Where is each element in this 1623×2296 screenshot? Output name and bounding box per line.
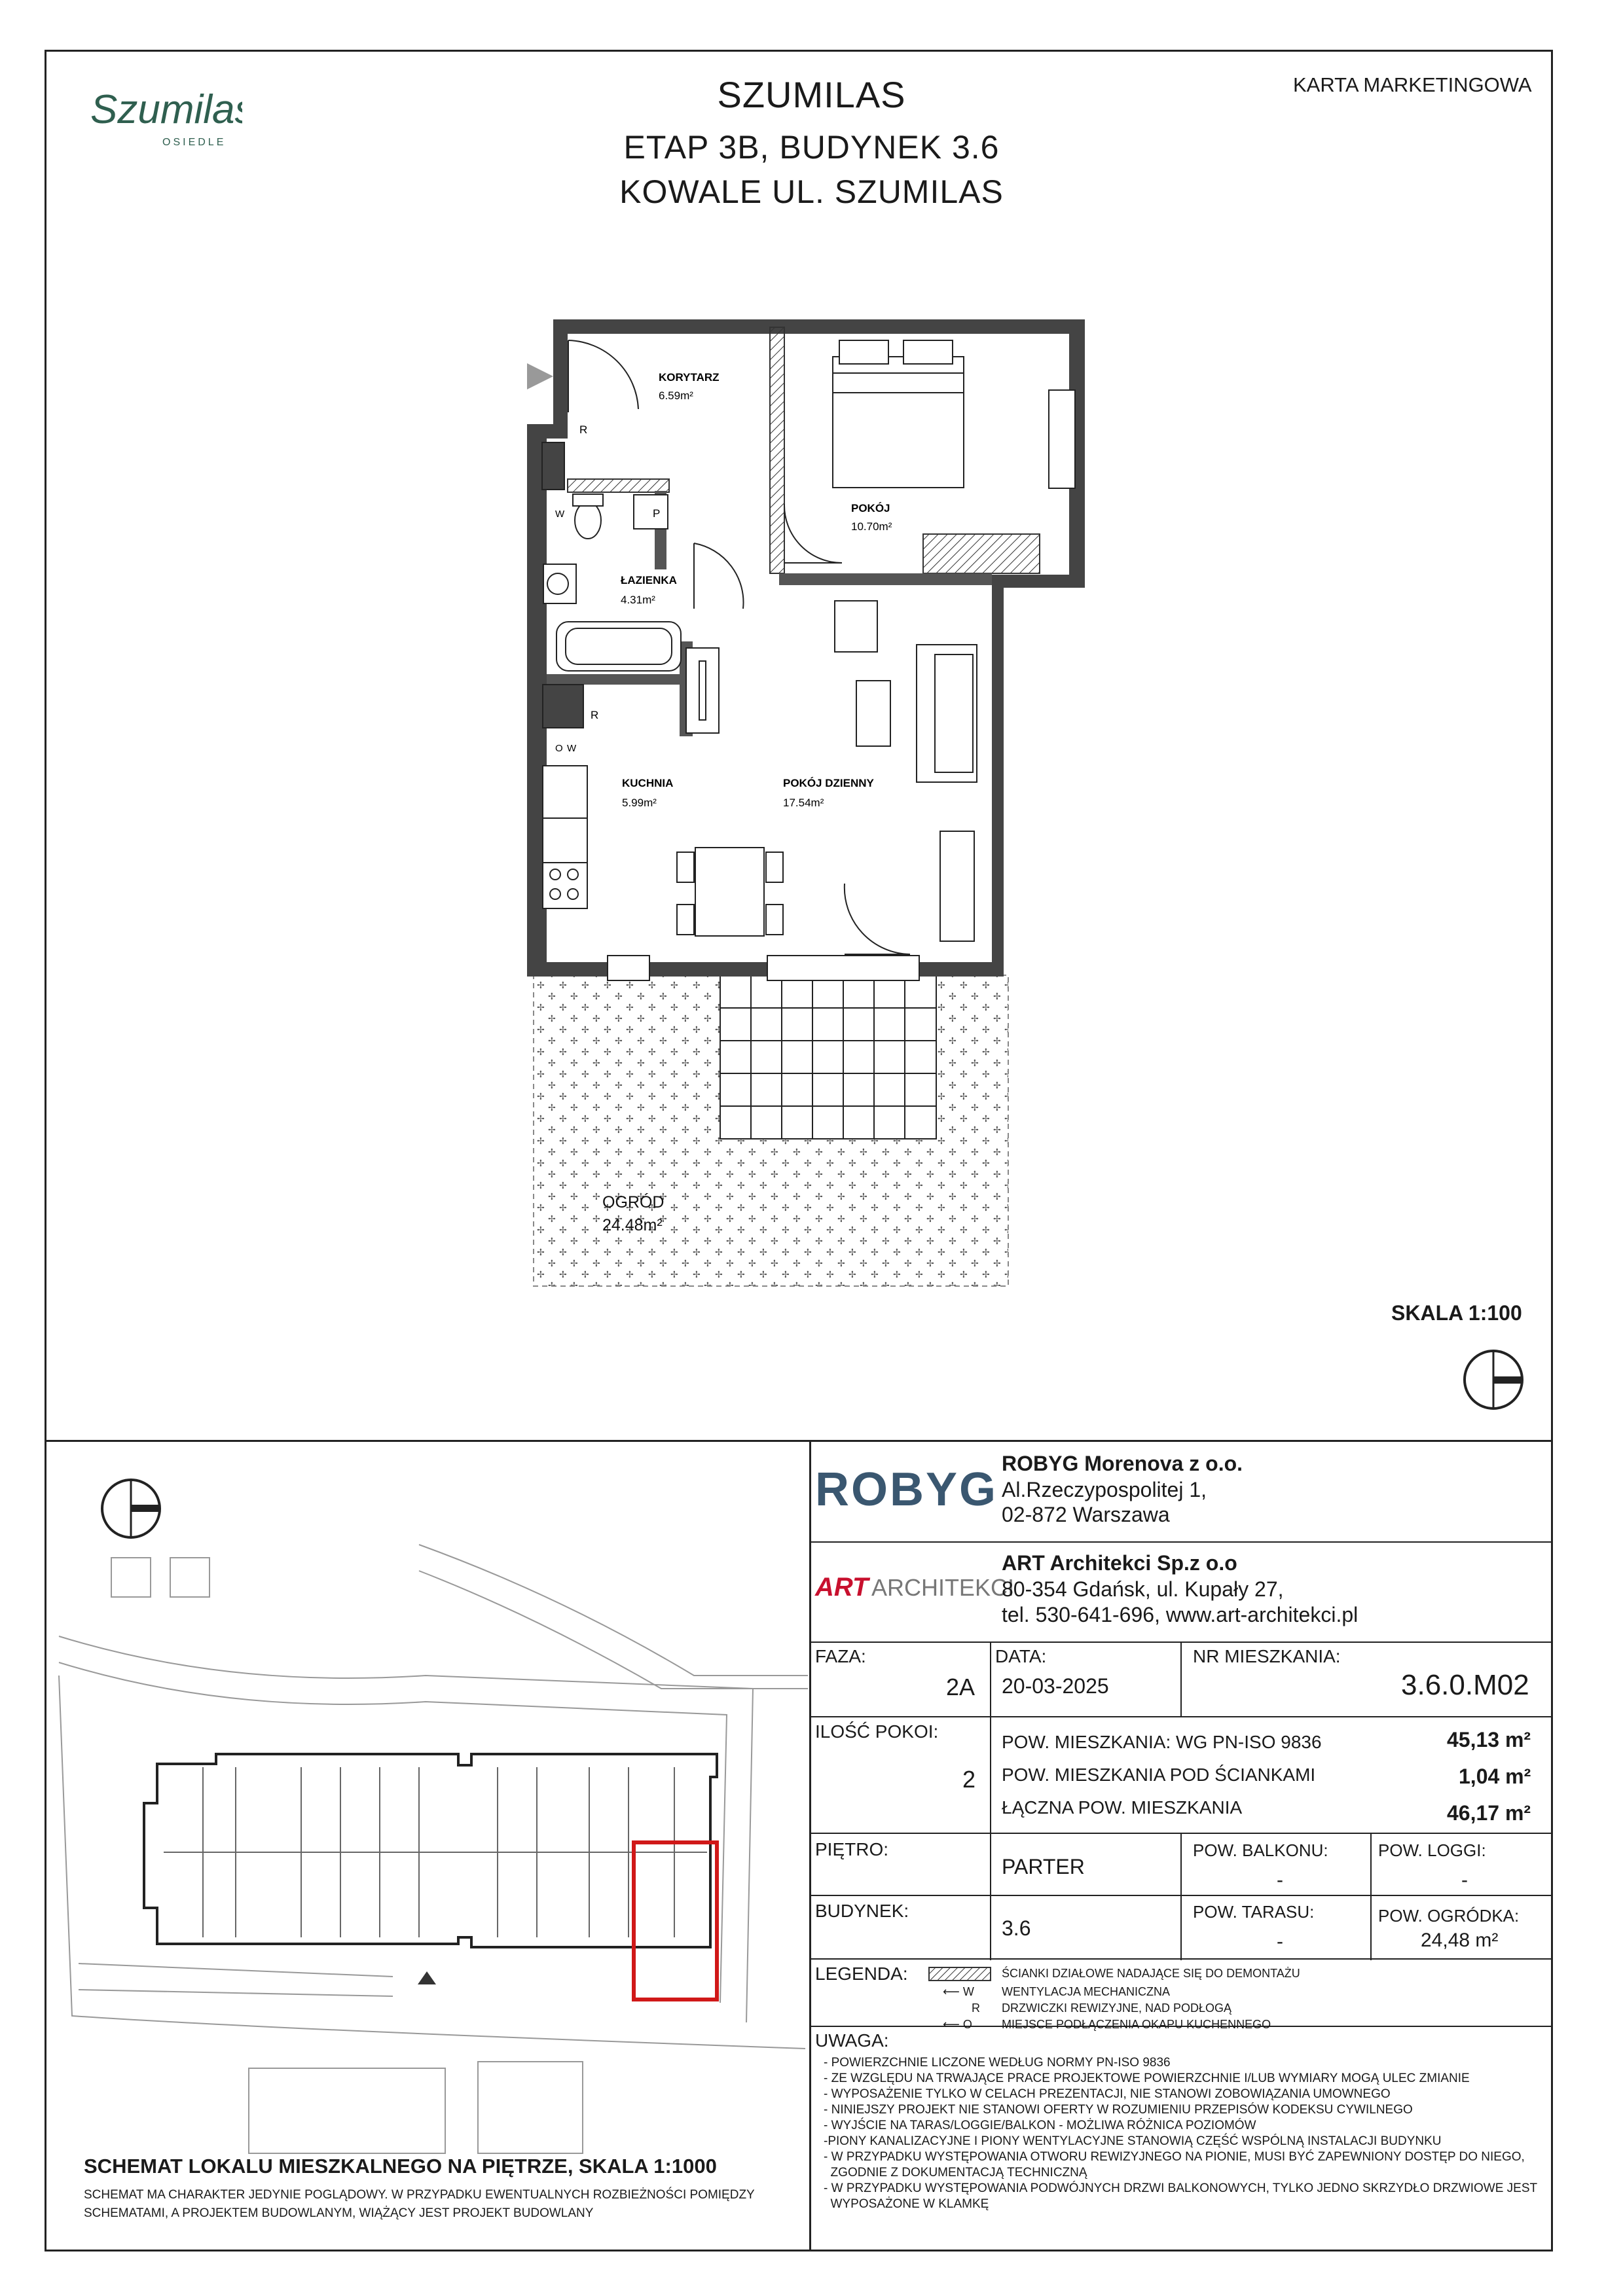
terrace-tiles [720, 975, 936, 1139]
section-divider [45, 1440, 1553, 1442]
divider [809, 1541, 1553, 1543]
divider [1180, 1833, 1182, 1960]
entrance-arrow-icon [527, 363, 553, 389]
legend-key-letter: R [972, 2001, 980, 2015]
shaft-mark: P [653, 507, 661, 520]
date-label: DATA: [995, 1646, 1047, 1666]
legend-key-letter: W [962, 1985, 974, 1998]
developer-name: ROBYG Morenova z o.o. [1002, 1452, 1243, 1475]
north-compass-icon [1459, 1345, 1531, 1417]
area3-value: 46,17 m² [1447, 1801, 1531, 1825]
terrace-value: - [1277, 1931, 1283, 1952]
note-item: - ZE WZGLĘDU NA TRWAJĄCE PRACE PROJEKTOWE POWIERZCHNIE I/LUB WYMIARY MOGĄ ULEC ZMIANIE [824, 2072, 1470, 2085]
logo-sub: OSIEDLE [162, 137, 227, 148]
room-name: ŁAZIENKA [621, 574, 677, 586]
schema-disclaimer: SCHEMAT MA CHARAKTER JEDYNIE POGLĄDOWY. W PRZYPADKU EWENTUALNYCH ROZBIEŻNOŚCI POMIĘDZY SCHEMATAMI, A PROJEKTEM BUDOWLANYM, WIĄŻĄCY JEST PROJEKT BUDOWLANY [84, 2188, 755, 2220]
legend-text: MIEJSCE PODŁĄCZENIA OKAPU KUCHENNEGO [1002, 2018, 1271, 2031]
note-item: -PIONY KANALIZACYJNE I PIONY WENTYLACYJNE STANOWIĄ CZĘŚĆ WSPÓLNĄ INSTALACJI BUDYNKU [824, 2134, 1442, 2148]
hatch-swatch-icon [928, 1967, 991, 1981]
faza-label: FAZA: [815, 1646, 866, 1666]
hood-mark: O [555, 743, 563, 754]
rooms-value: 2 [962, 1766, 976, 1793]
garden-name: OGRÓD [602, 1193, 665, 1211]
garden-area-value: 24.48m² [602, 1216, 663, 1234]
revision-mark: R [579, 423, 588, 436]
note-item: - NINIEJSZY PROJEKT NIE STANOWI OFERTY W ROZUMIENIU PRZEPISÓW KODEKSU CYWILNEGO [824, 2103, 1413, 2117]
section-divider [809, 1440, 811, 2251]
room-name: KUCHNIA [622, 777, 674, 789]
area1-value: 45,13 m² [1447, 1728, 1531, 1751]
balcony-value: - [1277, 1869, 1283, 1891]
project-title: SZUMILAS [717, 74, 906, 115]
area3-label: ŁĄCZNA POW. MIESZKANIA [1002, 1797, 1243, 1818]
legend-key-letter: O [962, 2018, 972, 2031]
loggia-label: POW. LOGGI: [1378, 1840, 1486, 1860]
apartment-nr-label: NR MIESZKANIA: [1193, 1646, 1341, 1666]
building-label: BUDYNEK: [815, 1901, 909, 1921]
building-value: 3.6 [1002, 1916, 1031, 1940]
schema-compass-icon [102, 1480, 160, 1537]
vent-mark: W [567, 743, 577, 754]
rooms-label: ILOŚĆ POKOI: [815, 1721, 939, 1742]
apartment-nr-value: 3.6.0.M02 [1401, 1669, 1529, 1701]
art-logo-b: ARCHITEKCI [871, 1574, 1014, 1601]
legend-text: ŚCIANKI DZIAŁOWE NADAJĄCE SIĘ DO DEMONTAŻU [1002, 1967, 1300, 1980]
architect-name: ART Architekci Sp.z o.o [1002, 1551, 1237, 1575]
area2-label: POW. MIESZKANIA POD ŚCIANKAMI [1002, 1765, 1316, 1785]
faza-value: 2A [946, 1674, 976, 1700]
robyg-logo: ROBYG [815, 1463, 998, 1516]
room-area: 17.54m² [783, 797, 824, 809]
floor-plan [511, 308, 1100, 1302]
divider [1370, 1833, 1372, 1960]
project-subtitle: ETAP 3B, BUDYNEK 3.6 [623, 129, 1000, 166]
note-item: - W PRZYPADKU WYSTĘPOWANIA OTWORU REWIZYJNEGO NA PIONIE, MUSI BYĆ ZAPEWNIONY DOSTĘP DO NIEGO, ZGODNIE Z DOKUMENTACJĄ TECHNICZNĄ [824, 2150, 1525, 2179]
terrace-label: POW. TARASU: [1193, 1902, 1315, 1922]
room-name: POKÓJ DZIENNY [783, 777, 874, 789]
garden-value: 24,48 m² [1421, 1929, 1499, 1951]
logo-script: Szumilas [90, 87, 242, 132]
legend-text: WENTYLACJA MECHANICZNA [1002, 1985, 1171, 1998]
living-furniture [677, 601, 977, 941]
date-value: 20-03-2025 [1002, 1674, 1109, 1698]
notes-list [824, 2055, 1537, 2212]
room-name: KORYTARZ [659, 371, 720, 384]
area1-label: POW. MIESZKANIA: WG PN-ISO 9836 [1002, 1732, 1322, 1752]
room-area: 4.31m² [621, 594, 655, 606]
loggia-value: - [1461, 1869, 1468, 1891]
site-schema [46, 1443, 808, 2157]
entrance-marker-icon [418, 1971, 436, 1984]
scale-label: SKALA 1:100 [1391, 1301, 1522, 1325]
room-area: 5.99m² [622, 797, 657, 809]
removable-partition [923, 534, 1040, 573]
architect-line2: tel. 530-641-696, www.art-architekci.pl [1002, 1603, 1359, 1626]
floor-label: PIĘTRO: [815, 1839, 889, 1859]
legend-key: ⟵ O [943, 2018, 972, 2031]
project-address: KOWALE UL. SZUMILAS [619, 173, 1004, 210]
art-logo [815, 1573, 1014, 1602]
floor-value: PARTER [1002, 1855, 1085, 1878]
note-item: - POWIERZCHNIE LICZONE WEDŁUG NORMY PN-ISO 9836 [824, 2056, 1171, 2070]
vent-mark: W [555, 509, 565, 520]
note-item: - WYJŚCIE NA TARAS/LOGGIE/BALKON - MOŻLIWA RÓŻNICA POZIOMÓW [824, 2119, 1256, 2132]
legend-text: DRZWICZKI REWIZYJNE, NAD PODŁOGĄ [1002, 2001, 1232, 2015]
divider [990, 1641, 991, 1960]
building-outline [144, 1754, 717, 1947]
note-item: - W PRZYPADKU WYSTĘPOWANIA PODWÓJNYCH DRZWI BALKONOWYCH, TYLKO JEDNO SKRZYDŁO DRZWIOWE JEST WYPOSAŻONE W KLAMKĘ [824, 2181, 1538, 2211]
room-name: POKÓJ [851, 502, 890, 514]
divider [809, 1716, 1553, 1717]
developer-line1: Al.Rzeczypospolitej 1, [1002, 1478, 1207, 1501]
art-logo-a: ART [815, 1573, 869, 1602]
room-area: 10.70m² [851, 520, 892, 533]
legend-key: ⟵ W [943, 1985, 974, 1998]
developer-line2: 02-872 Warszawa [1002, 1503, 1170, 1526]
garden-label: POW. OGRÓDKA: [1378, 1906, 1520, 1926]
divider [1180, 1641, 1182, 1716]
card-type: KARTA MARKETINGOWA [1293, 73, 1532, 96]
area2-value: 1,04 m² [1459, 1765, 1531, 1788]
room-area: 6.59m² [659, 389, 693, 402]
notes-title: UWAGA: [815, 2030, 889, 2051]
bed [833, 340, 964, 488]
revision-mark: R [591, 709, 599, 721]
legend-title: LEGENDA: [815, 1964, 908, 1984]
schema-title: SCHEMAT LOKALU MIESZKALNEGO NA PIĘTRZE, SKALA 1:1000 [84, 2155, 717, 2178]
note-item: - WYPOSAŻENIE TYLKO W CELACH PREZENTACJI, NIE STANOWI ZOBOWIĄZANIA UMOWNEGO [824, 2087, 1391, 2101]
removable-partition [568, 479, 669, 492]
balcony-label: POW. BALKONU: [1193, 1840, 1328, 1860]
removable-partition [770, 327, 784, 573]
architect-line1: 80-354 Gdańsk, ul. Kupały 27, [1002, 1577, 1284, 1601]
